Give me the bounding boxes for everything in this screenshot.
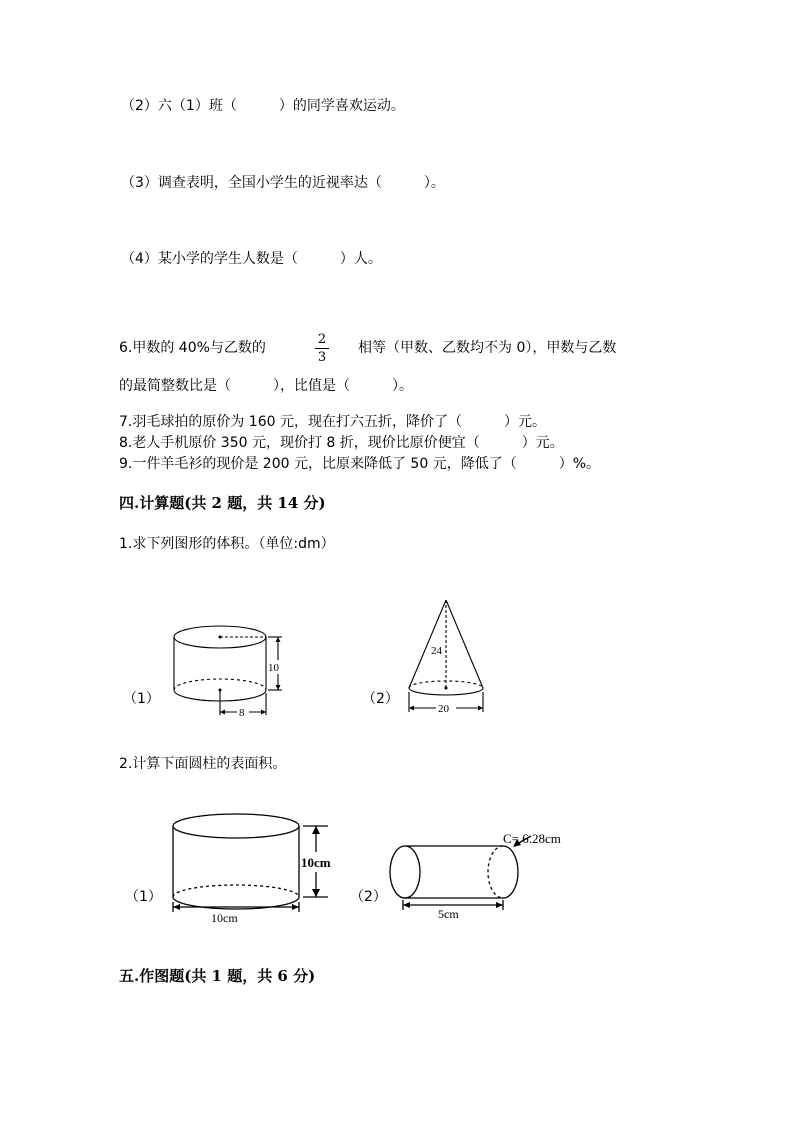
- fraction-numerator: 2: [317, 332, 327, 347]
- cone-height-label: 24: [431, 645, 442, 657]
- q5-2-text: （2）六（1）班（ ）的同学喜欢运动。: [121, 98, 405, 114]
- section4-q2-text: 2.计算下面圆柱的表面积。: [119, 756, 287, 772]
- section4-title: 四.计算题(共 2 题，共 14 分): [119, 494, 326, 512]
- cylinder3-length-label: 5cm: [438, 907, 459, 921]
- cylinder3-circumference-label: C= 6.28cm: [503, 831, 561, 846]
- fraction-denominator: 3: [317, 350, 327, 365]
- cone-diameter-label: 20: [438, 703, 449, 715]
- q5-3-text: （3）调查表明，全国小学生的近视率达（ ）。: [121, 175, 445, 191]
- cylinder2-diameter-label: 10cm: [211, 911, 238, 925]
- q1-fig2-label: （2）: [362, 691, 399, 707]
- q6-text-b: 相等（甲数、乙数均不为 0），甲数与乙数: [358, 340, 617, 356]
- cylinder-radius-label: 8: [239, 707, 245, 719]
- q9-text: 9.一件羊毛衫的现价是 200 元，比原来降低了 50 元，降低了（ ）%。: [119, 456, 600, 472]
- q8-text: 8.老人手机原价 350 元，现价打 8 折，现价比原价便宜（ ）元。: [119, 435, 564, 451]
- q2-fig2-label: （2）: [350, 889, 387, 905]
- q6-text-c: 的最简整数比是（ ），比值是（ ）。: [119, 378, 413, 394]
- q7-text: 7.羽毛球拍的原价为 160 元，现在打六五折，降价了（ ）元。: [119, 414, 546, 430]
- q2-fig1-label: （1）: [125, 889, 162, 905]
- q1-fig1-label: （1）: [123, 691, 160, 707]
- section4-q1-text: 1.求下列图形的体积。（单位:dm）: [119, 536, 335, 552]
- q6-text-a: 6.甲数的 40%与乙数的: [119, 340, 266, 356]
- cylinder-height-label: 10: [268, 662, 279, 674]
- q5-4-text: （4）某小学的学生人数是（ ）人。: [121, 251, 382, 267]
- cylinder2-height-label: 10cm: [301, 855, 331, 870]
- section5-title: 五.作图题(共 1 题，共 6 分): [119, 967, 316, 985]
